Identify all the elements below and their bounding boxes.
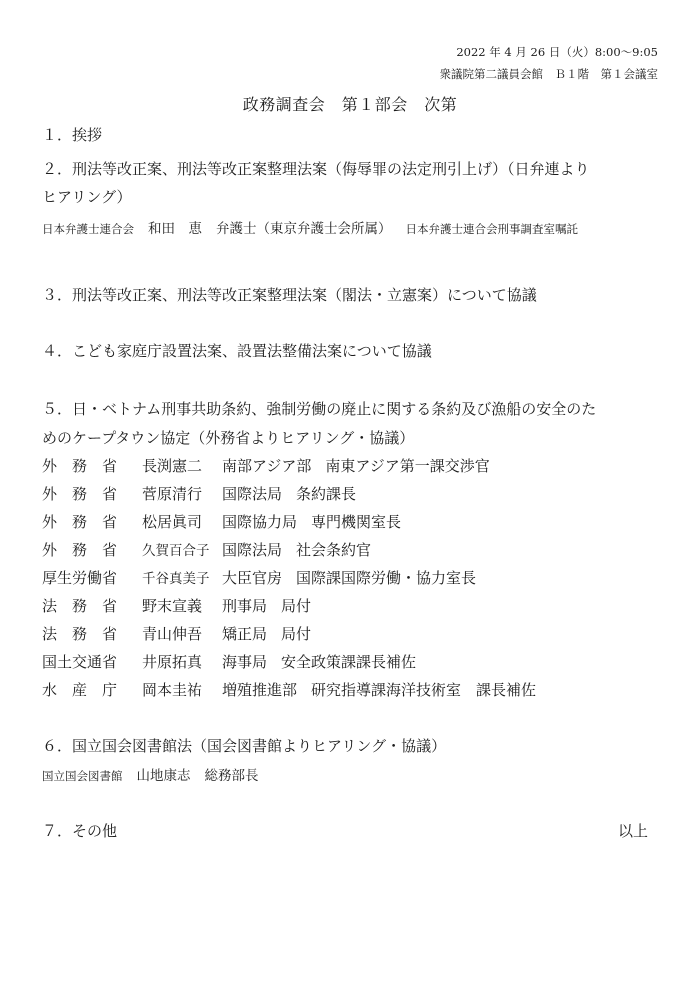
attendee-name: 井原拓真 [142,653,203,671]
attendee-name: 久賀百合子 [142,543,210,559]
attendee-role: 弁護士（東京弁護士会所属） [216,221,392,237]
attendee-org: 水 産 庁 [42,681,118,699]
attendee-title: 局付 [281,625,312,643]
attendee-name: 岡本圭祐 [142,681,203,699]
attendee-title: 局付 [281,597,312,615]
attendee-name: 長渕憲二 [142,457,203,475]
agenda-item-5-line1: ５．日・ベトナム刑事共助条約、強制労働の廃止に関する条約及び漁船の安全のた [42,400,597,418]
meeting-datetime: 2022 年 4 月 26 日（火）8:00〜9:05 [456,45,658,59]
attendee-dept: 矯正局 [222,625,268,643]
attendee-title: 研究指導課海洋技術室 課長補佐 [311,681,537,699]
attendee-dept: 増殖推進部 [222,681,298,699]
attendee-org: 日本弁護士連合会 [42,222,134,236]
agenda-item-2-line1: ２．刑法等改正案、刑法等改正案整理法案（侮辱罪の法定刑引上げ）（日弁連より [42,160,590,178]
attendee-row [42,651,416,672]
attendee-dept: 国際法局 [222,485,283,503]
attendee-title: 専門機関室長 [311,513,402,531]
attendee-row [42,483,356,504]
attendee-title: 安全政策課課長補佐 [281,653,417,671]
agenda-item-3: ３．刑法等改正案、刑法等改正案整理法案（閣法・立憲案）について協議 [42,286,537,304]
attendee-name: 山地康志 [136,768,191,784]
attendee-row [42,679,536,700]
attendee-name: 千谷真美子 [142,571,210,587]
attendee-name: 青山伸吾 [142,625,203,643]
closing-mark: 以上 [617,822,648,840]
attendee-org: 国立国会図書館 [42,769,123,783]
attendee-title: 国際課国際労働・協力室長 [296,569,477,587]
attendee-dept: 刑事局 [222,597,268,615]
meeting-location: 衆議院第二議員会館 Ｂ１階 第１会議室 [439,67,658,81]
attendee-name: 野末宣義 [142,597,203,615]
attendee-row [42,511,401,532]
agenda-item-1: １．挨拶 [42,126,103,144]
attendee-dept: 南部アジア部 [222,457,312,475]
attendee-org: 国土交通省 [42,653,118,671]
agenda-item-2-line2: ヒアリング） [42,188,132,206]
page-title: 政務調査会 第１部会 次第 [242,95,458,114]
attendee-extra: 日本弁護士連合会刑事調査室嘱託 [405,222,578,236]
ndl-attendee-row [42,764,259,784]
attendee-title: 社会条約官 [296,541,372,559]
attendee-row [42,623,311,644]
attendee-name: 和田 恵 [148,221,202,237]
attendee-dept: 海事局 [222,653,268,671]
attendee-name: 菅原清行 [142,485,203,503]
attendee-org: 外 務 省 [42,541,118,559]
attendee-title: 南東アジア第一課交渉官 [325,457,490,475]
attendee-dept: 国際協力局 [222,513,298,531]
agenda-item-7: ７．その他 [42,822,118,840]
attendee-row [42,595,311,616]
attendee-row [42,539,371,560]
agenda-item-5-line2: めのケープタウン協定（外務省よりヒアリング・協議） [42,429,415,447]
attendee-row [42,455,490,476]
agenda-item-6: ６．国立国会図書館法（国会図書館よりヒアリング・協議） [42,737,447,755]
attendee-org: 外 務 省 [42,513,118,531]
attendee-dept: 大臣官房 [222,569,283,587]
attendee-dept: 国際法局 [222,541,283,559]
attendee-title: 総務部長 [204,768,259,784]
attendee-name: 松居眞司 [142,513,203,531]
attendee-org: 法 務 省 [42,597,118,615]
jfba-attendee-row [42,217,578,237]
attendee-org: 外 務 省 [42,485,118,503]
attendee-row [42,567,476,588]
attendee-org: 法 務 省 [42,625,118,643]
agenda-item-4: ４．こども家庭庁設置法案、設置法整備法案について協議 [42,342,432,360]
attendee-org: 厚生労働省 [42,569,118,587]
attendee-title: 条約課長 [296,485,357,503]
attendee-org: 外 務 省 [42,457,118,475]
